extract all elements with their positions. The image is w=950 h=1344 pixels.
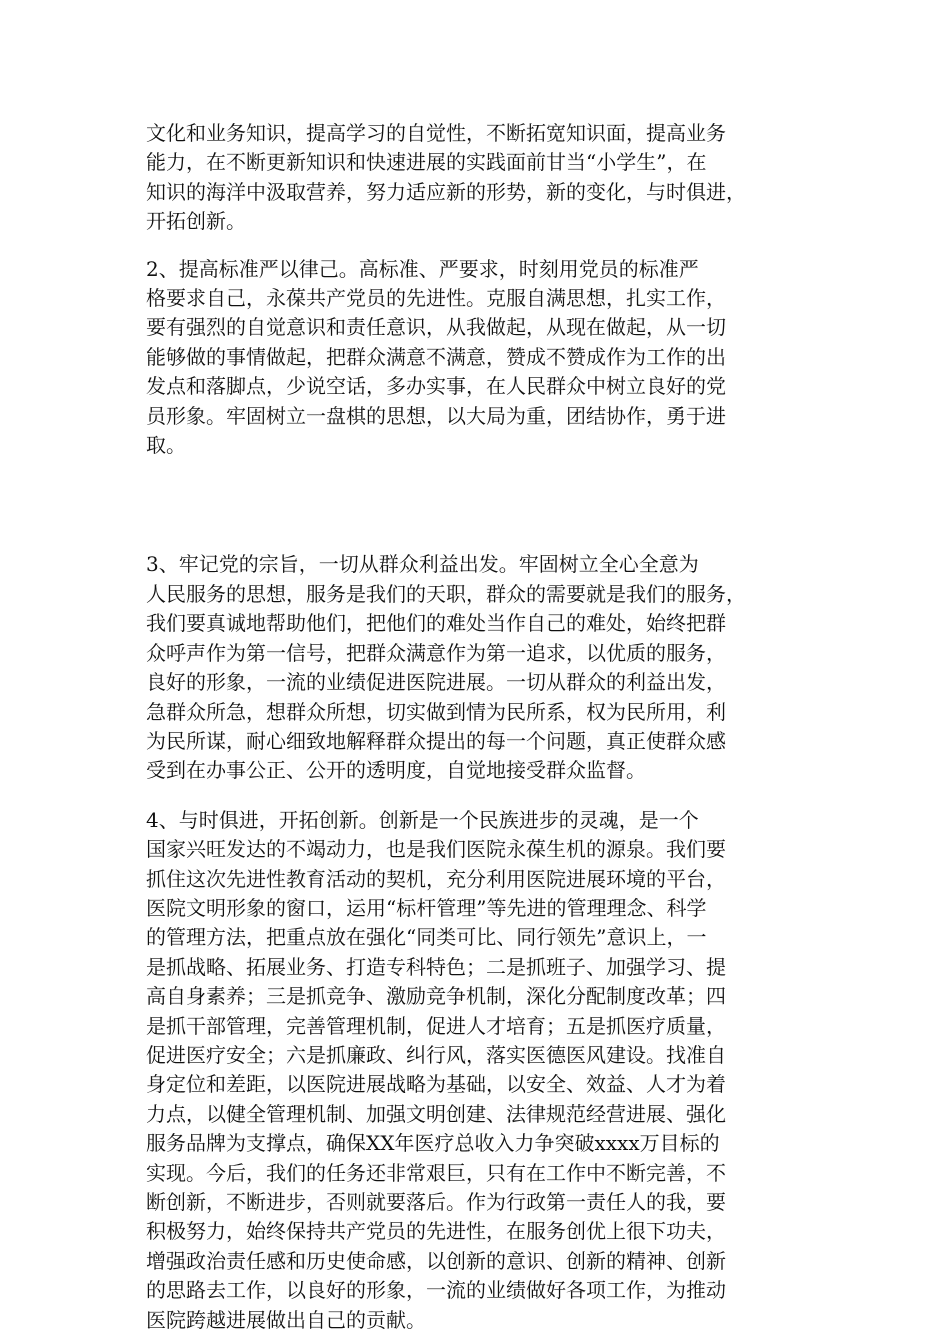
paragraph-continuation: 文化和业务知识，提高学习的自觉性，不断拓宽知识面，提高业务 能力，在不断更新知识和快速进展的实践面前甘当“小学生”，在 知识的海洋中汲取营养，努力适应新的形势，新的变化，与时俱进， 开拓创新。	[146, 121, 746, 234]
paragraph-3-serve-people: 3、牢记党的宗旨，一切从群众利益出发。牢固树立全心全意为 人民服务的思想，服务是我们的天职，群众的需要就是我们的服务， 我们要真诚地帮助他们，把他们的难处当作自己的难处，始终把群 众呼声作为第一信号，把群众满意作为第一追求，以优质的服务， 良好的形象，一流的业绩促进医院进展。一切从群众的利益出发， 急群众所急，想群众所想，切实做到情为民所系，权为民所用，利 为民所谋，耐心细致地解释群众提出的每一个问题，真正使群众感 受到在办事公正、公开的透明度，自觉地接受群众监督。	[146, 552, 746, 783]
document-page	[146, 119, 810, 1335]
paragraph-2-self-discipline: 2、提高标准严以律己。高标准、严要求，时刻用党员的标准严 格要求自己，永葆共产党员的先进性。克服自满思想，扎实工作， 要有强烈的自觉意识和责任意识，从我做起，从现在做起，从一切 能够做的事情做起，把群众满意不满意，赞成不赞成作为工作的出 发点和落脚点，少说空话，多办实事，在人民群众中树立良好的党 员形象。牢固树立一盘棋的思想，以大局为重，团结协作，勇于进 取。	[146, 256, 726, 458]
paragraph-4-innovation: 4、与时俱进，开拓创新。创新是一个民族进步的灵魂，是一个 国家兴旺发达的不竭动力，也是我们医院永葆生机的源泉。我们要 抓住这次先进性教育活动的契机，充分利用医院进展环境的平台， 医院文明形象的窗口，运用“标杆管理”等先进的管理理念、科学 的管理方法，把重点放在强化“同类可比、同行领先”意识上，一 是抓战略、拓展业务、打造专科特色；二是抓班子、加强学习、提 高自身素养；三是抓竞争、激励竞争机制，深化分配制度改革；四 是抓干部管理，完善管理机制，促进人才培育；五是抓医疗质量， 促进医疗安全；六是抓廉政、纠行风，落实医德医风建设。找准自 身定位和差距，以医院进展战略为基础，以安全、效益、人才为着 力点，以健全管理机制、加强文明创建、法律规范经营进展、强化 服务品牌为支撑点，确保XX年医疗总收入力争突破xxxx万目标的 实现。今后，我们的任务还非常艰巨，只有在工作中不断完善，不 断创新，不断进步，否则就要落后。作为行政第一责任人的我，要 积极努力，始终保持共产党员的先进性，在服务创优上很下功夫， 增强政治责任感和历史使命感，以创新的意识、创新的精神、创新 的思路去工作，以良好的形象，一流的业绩做好各项工作，为推动 医院跨越进展做出自己的贡献。	[146, 807, 726, 1332]
